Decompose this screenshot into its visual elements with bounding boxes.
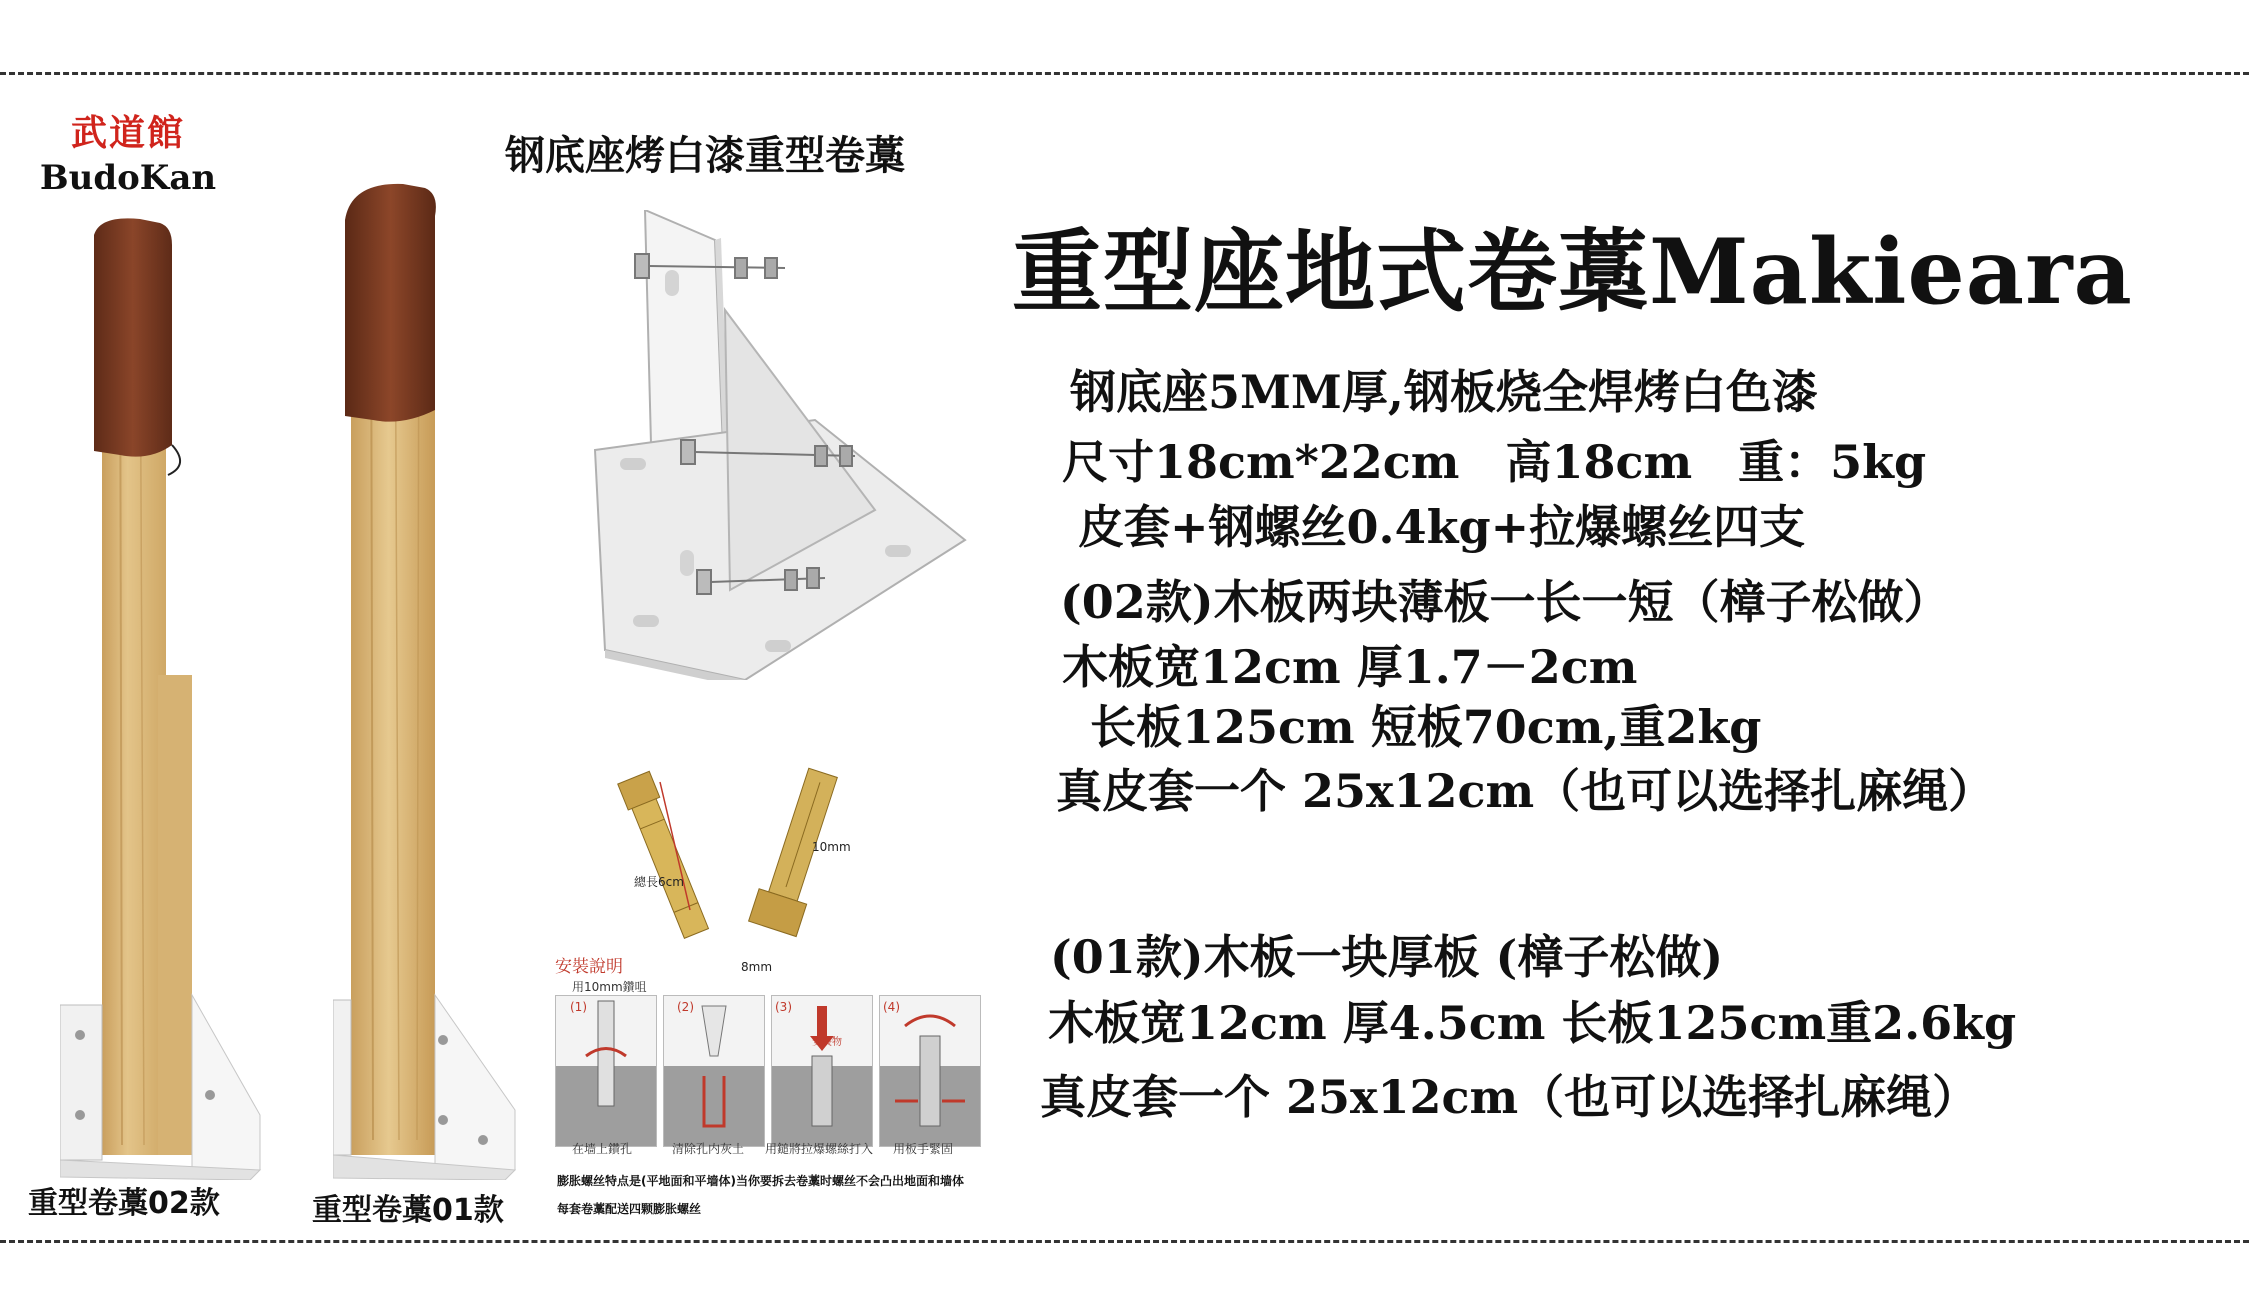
- bolt-width-label: 8mm: [741, 960, 773, 974]
- install-step-3-num: (3): [775, 1000, 792, 1014]
- install-note-1: 膨胀螺丝特点是(平地面和平墙体)当你要拆去卷藁时螺丝不会凸出地面和墙体: [557, 1174, 964, 1188]
- bottom-dashed-border: [0, 1240, 2249, 1243]
- makiwara-02-illustration: [60, 215, 270, 1180]
- spec-02-line-3: 长板125cm 短板70cm,重2kg: [1090, 700, 1762, 754]
- install-step-1-num: (1): [570, 1000, 587, 1014]
- steel-base-image: [585, 210, 985, 680]
- hammer-bolt-icon: [772, 996, 872, 1146]
- base-image-title: 钢底座烤白漆重型卷藁: [505, 133, 905, 179]
- install-step-1: [555, 995, 657, 1147]
- expansion-bolt-image: [610, 760, 860, 960]
- spec-02-line-4: 真皮套一个 25x12cm（也可以选择扎麻绳）: [1056, 764, 1995, 818]
- spec-base-line-1: 钢底座5MM厚,钢板烧全焊烤白色漆: [1070, 365, 1818, 419]
- brand-logo: [28, 110, 228, 198]
- install-step-4: [879, 995, 981, 1147]
- drill-icon: [556, 996, 656, 1146]
- expansion-bolt-illustration: [610, 760, 860, 960]
- makiwara-01-illustration: [333, 180, 523, 1180]
- bolt-diameter-label: 10mm: [812, 840, 851, 854]
- steel-base-illustration: [585, 210, 985, 680]
- install-step-3: [771, 995, 873, 1147]
- brand-name-en: BudoKan: [39, 158, 217, 198]
- spec-02-line-2: 木板宽12cm 厚1.7－2cm: [1062, 640, 1638, 694]
- install-step-1-label: 在墙上鑽孔: [572, 1142, 633, 1156]
- spec-base-line-2: 尺寸18cm*22cm 高18cm 重：5kg: [1062, 435, 1927, 489]
- install-step-4-label: 用板手緊固: [893, 1142, 954, 1156]
- top-dashed-border: [0, 72, 2249, 75]
- install-step-2: [663, 995, 765, 1147]
- product-02-caption: 重型卷藁02款: [28, 1186, 220, 1221]
- product-02-image: [60, 215, 270, 1180]
- brand-name-cn: 武道館: [70, 113, 185, 154]
- spec-01-line-3: 真皮套一个 25x12cm（也可以选择扎麻绳）: [1040, 1070, 1979, 1124]
- spec-02-line-1: (02款)木板两块薄板一长一短（樟子松做）: [1060, 575, 1950, 629]
- spec-base-line-3: 皮套+钢螺丝0.4kg+拉爆螺丝四支: [1078, 500, 1806, 554]
- main-title: 重型座地式卷藁Makieara: [1012, 219, 2133, 325]
- install-step-3-tag: 安裝物: [812, 1037, 842, 1048]
- install-step-2-label: 清除孔内灰土: [672, 1142, 745, 1156]
- install-step-3-label: 用鎚將拉爆螺絲打入: [765, 1142, 874, 1156]
- product-01-image: [333, 180, 523, 1180]
- bolt-length-label: 總長6cm: [634, 875, 684, 889]
- install-subtitle: 用10mm鑽咀: [572, 980, 647, 994]
- spec-01-line-1: (01款)木板一块厚板 (樟子松做): [1050, 930, 1724, 984]
- blower-icon: [664, 996, 764, 1146]
- wrench-icon: [880, 996, 980, 1146]
- spec-01-line-2: 木板宽12cm 厚4.5cm 长板125cm重2.6kg: [1048, 996, 2017, 1050]
- product-01-caption: 重型卷藁01款: [312, 1193, 504, 1228]
- install-step-2-num: (2): [677, 1000, 694, 1014]
- install-title: 安裝說明: [555, 957, 623, 977]
- install-note-2: 每套卷藁配送四颗膨胀螺丝: [557, 1202, 702, 1216]
- install-step-4-num: (4): [883, 1000, 900, 1014]
